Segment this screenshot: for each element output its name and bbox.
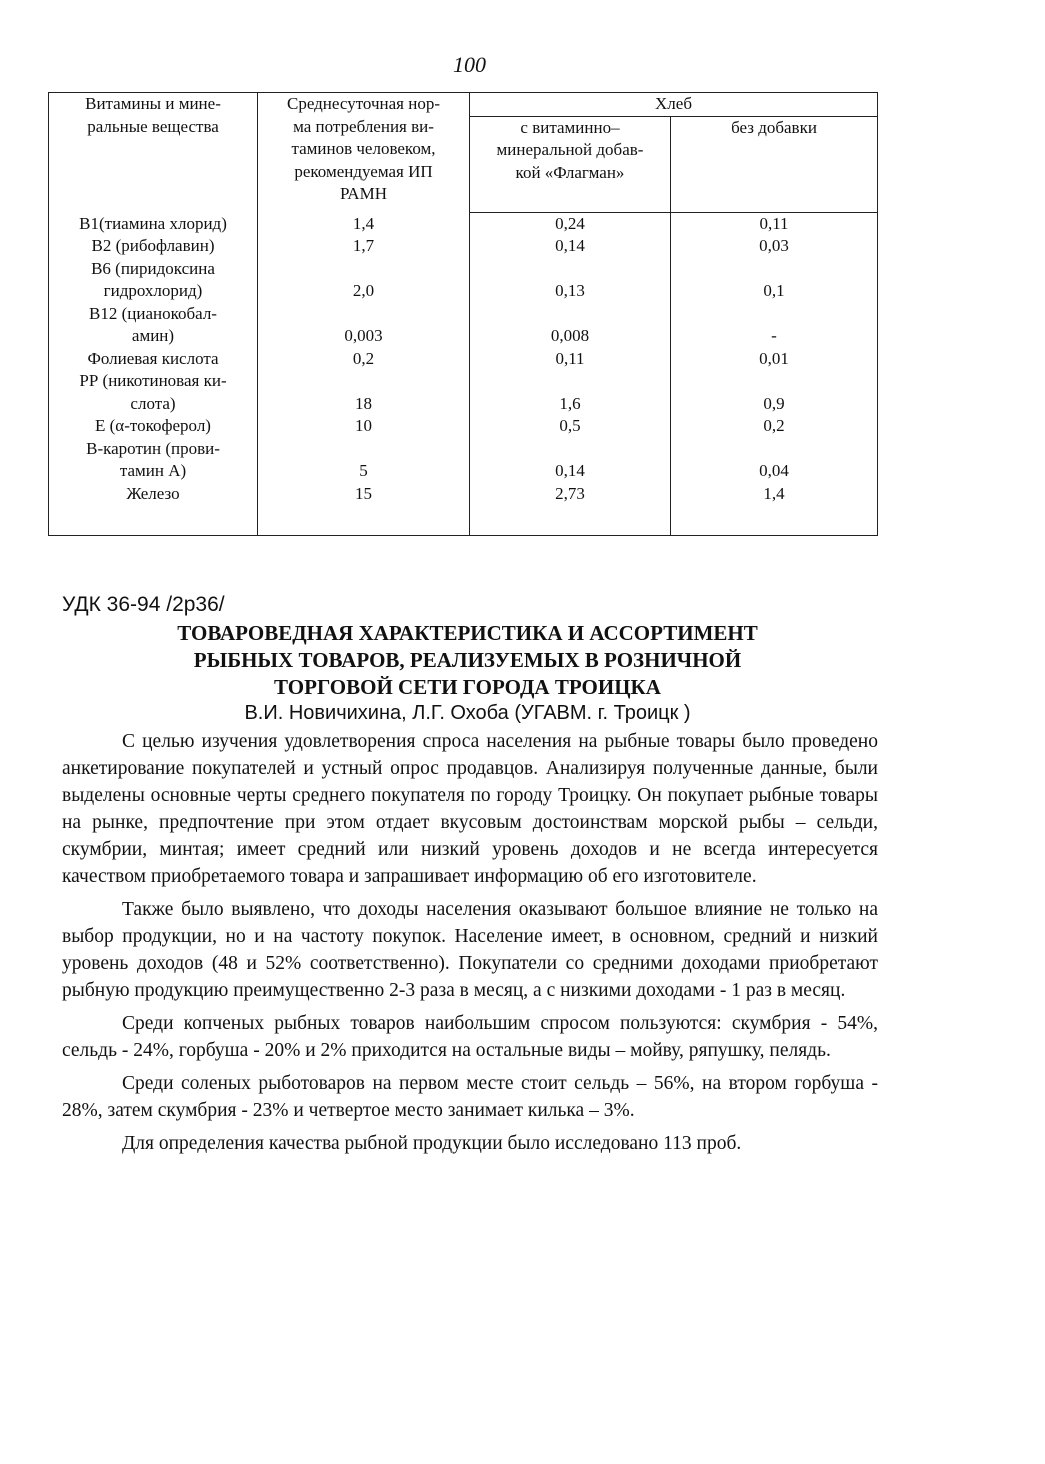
vitamin-name: В6 (пиридоксина гидрохлорид) — [49, 258, 258, 303]
without-additive-value: - — [671, 303, 878, 348]
table-row — [49, 258, 878, 303]
empty-cell — [470, 505, 671, 536]
paragraph: Среди копченых рыбных товаров наибольшим спросом пользуются: скумбрия - 54%, сельдь - 24%, горбуша - 20% и 2% приходится на остальные виды – мойву, ряпушку, пелядь. — [62, 1013, 878, 1061]
table-bottom-spacer — [49, 505, 878, 536]
header-with-additive — [470, 116, 671, 212]
without-additive-value: 1,4 — [671, 483, 878, 506]
with-additive-value: 0,5 — [470, 415, 671, 438]
udk-code: УДК 36-94 /2р36/ — [62, 593, 225, 616]
with-additive-value: 0,13 — [470, 258, 671, 303]
vitamin-name: В12 (цианокобал- амин) — [49, 303, 258, 348]
header-without-additive: без добавки — [671, 116, 878, 212]
table-row — [49, 483, 878, 506]
article-authors: В.И. Новичихина, Л.Г. Охоба (УГАВМ. г. Троицк ) — [244, 702, 691, 724]
table-row — [49, 348, 878, 371]
vitamin-name: В2 (рибофлавин) — [49, 235, 258, 258]
vitamin-name: Е (α-токоферол) — [49, 415, 258, 438]
norm-value: 5 — [258, 438, 470, 483]
vitamin-name: РР (никотиновая ки- слота) — [49, 370, 258, 415]
page-number: 100 — [453, 52, 486, 77]
with-additive-value: 0,11 — [470, 348, 671, 371]
table-row — [49, 438, 878, 483]
paragraph: Среди соленых рыботоваров на первом месте стоит сельдь – 56%, на втором горбуша - 28%, затем скумбрия - 23% и четвертое место занимает килька – 3%. — [62, 1073, 878, 1121]
norm-value: 15 — [258, 483, 470, 506]
with-additive-value: 0,008 — [470, 303, 671, 348]
header-bread: Хлеб — [470, 93, 878, 117]
norm-value: 18 — [258, 370, 470, 415]
empty-cell — [671, 505, 878, 536]
vitamin-name: В1(тиамина хлорид) — [49, 212, 258, 235]
empty-cell — [49, 505, 258, 536]
vitamin-name: В-каротин (прови- тамин А) — [49, 438, 258, 483]
article-title: ТОВАРОВЕДНАЯ ХАРАКТЕРИСТИКА И АССОРТИМЕНТ РЫБНЫХ ТОВАРОВ, РЕАЛИЗУЕМЫХ В РОЗНИЧНОЙ ТОРГОВОЙ СЕТИ ГОРОДА ТРОИЦКА — [177, 621, 758, 699]
header-vitamins-text: Витамины и мине- ральные вещества — [85, 94, 221, 136]
paragraph: Также было выявлено, что доходы населения оказывают большое влияние не только на выбор продукции, но и на частоту покупок. Население имеет, в основном, средний и низкий уровень доходов (48 и 52% соответственно). Покупатели со средними доходами приобретают рыбную продукцию преимущественно 2-3 раза в месяц, а с низкими доходами - 1 раз в месяц. — [62, 899, 878, 1001]
without-additive-value: 0,11 — [671, 212, 878, 235]
table-row — [49, 370, 878, 415]
with-additive-value: 0,14 — [470, 438, 671, 483]
norm-value: 1,7 — [258, 235, 470, 258]
vitamin-name: Железо — [49, 483, 258, 506]
header-vitamins — [49, 93, 258, 213]
with-additive-value: 0,24 — [470, 212, 671, 235]
vitamin-table — [48, 92, 878, 536]
without-additive-value: 0,1 — [671, 258, 878, 303]
header-norm-text: Среднесуточная нор- ма потребления ви- таминов человеком, рекомендуемая ИП РАМН — [287, 94, 440, 203]
with-additive-value: 1,6 — [470, 370, 671, 415]
norm-value: 0,2 — [258, 348, 470, 371]
paragraph: С целью изучения удовлетворения спроса населения на рыбные товары было проведено анкетирование покупателей и устный опрос продавцов. Анализируя полученные данные, были выделены основные черты среднего покупателя по городу Троицку. Он покупает рыбные товары на рынке, предпочтение при этом отдает вкусовым достоинствам морской рыбы – сельди, скумбрии, минтая; имеет средний или низкий уровень доходов и не всегда интересуется качеством приобретаемого товара и запрашивает информацию об его изготовителе. — [62, 731, 878, 887]
without-additive-value: 0,01 — [671, 348, 878, 371]
empty-cell — [258, 505, 470, 536]
table-row — [49, 212, 878, 235]
without-additive-value: 0,2 — [671, 415, 878, 438]
without-additive-value: 0,03 — [671, 235, 878, 258]
table-row — [49, 235, 878, 258]
with-additive-value: 2,73 — [470, 483, 671, 506]
vitamin-name: Фолиевая кислота — [49, 348, 258, 371]
without-additive-value: 0,9 — [671, 370, 878, 415]
table-row — [49, 415, 878, 438]
norm-value: 2,0 — [258, 258, 470, 303]
article-body — [62, 728, 878, 1163]
header-norm — [258, 93, 470, 213]
norm-value: 1,4 — [258, 212, 470, 235]
without-additive-value: 0,04 — [671, 438, 878, 483]
paragraph: Для определения качества рыбной продукции было исследовано 113 проб. — [122, 1133, 742, 1154]
norm-value: 0,003 — [258, 303, 470, 348]
norm-value: 10 — [258, 415, 470, 438]
with-additive-value: 0,14 — [470, 235, 671, 258]
table-row — [49, 303, 878, 348]
header-with-additive-text: с витаминно– минеральной добав- кой «Флагман» — [496, 117, 644, 182]
